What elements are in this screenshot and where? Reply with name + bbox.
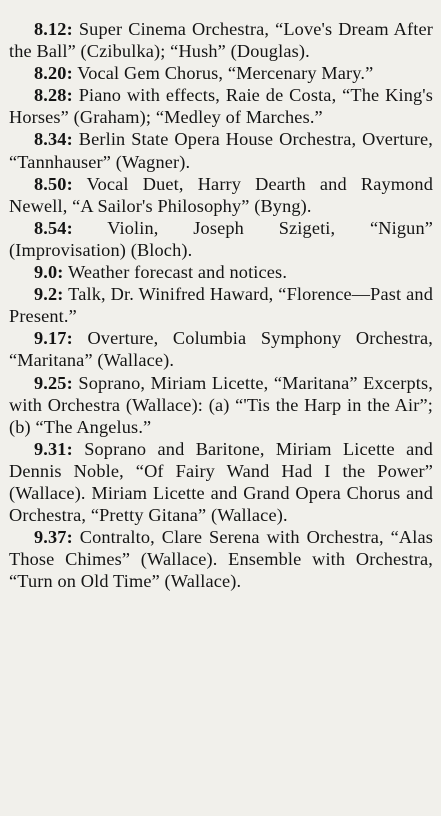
listing-time: 8.20: (34, 63, 73, 84)
listing-time: 9.17: (34, 328, 73, 349)
listing-entry (9, 84, 433, 128)
listing-text: Violin, Joseph Szigeti, “Nigun” (Improvisation) (Bloch). (9, 217, 434, 260)
listing-entry (9, 62, 433, 84)
listing-entry (9, 261, 433, 283)
listing-time: 8.34: (34, 129, 73, 150)
listing-text: Vocal Duet, Harry Dearth and Raymond Newell, “A Sailor's Philosophy” (Byng). (9, 173, 433, 216)
listing-entry (9, 327, 433, 371)
listing-time: 8.50: (34, 173, 73, 194)
listing-entry (9, 526, 433, 592)
listing-time: 8.12: (34, 19, 73, 39)
listing-entry (9, 18, 433, 62)
listing-entry (9, 128, 433, 172)
listing-text: Soprano and Baritone, Miriam Licette and Dennis Noble, “Of Fairy Wand Had I the Power” (Wallace). Miriam Licette and Grand Opera Chorus and Orchestra, “Pretty Gitana” (Wallace). (9, 438, 433, 526)
listing-entry (9, 438, 433, 526)
listing-time: 9.2: (34, 284, 64, 305)
listing-time: 8.28: (34, 85, 73, 106)
listing-entry (9, 217, 433, 261)
listing-text: Berlin State Opera House Orchestra, Overture, “Tannhauser” (Wagner). (9, 129, 433, 172)
listing-text: Soprano, Miriam Licette, “Maritana” Excerpts, with Orchestra (Wallace): (a) “'Tis the Harp in the Air”; (b) “The Angelus.” (9, 372, 433, 437)
listing-text: Overture, Columbia Symphony Orchestra, “Maritana” (Wallace). (9, 328, 433, 371)
listing-text: Vocal Gem Chorus, “Mercenary Mary.” (77, 63, 374, 84)
listing-text: Piano with effects, Raie de Costa, “The King's Horses” (Graham); “Medley of Marches.” (9, 85, 433, 128)
listing-text: Talk, Dr. Winifred Haward, “Florence—Past and Present.” (9, 284, 434, 327)
listing-text: Weather forecast and notices. (67, 262, 288, 283)
listing-text: Super Cinema Orchestra, “Love's Dream After the Ball” (Czibulka); “Hush” (Douglas). (9, 19, 433, 62)
listing-time: 8.54: (34, 217, 73, 238)
listing-text: Contralto, Clare Serena with Orchestra, “Alas Those Chimes” (Wallace). Ensemble with Orchestra, “Turn on Old Time” (Wallace). (9, 527, 433, 592)
listing-time: 9.25: (34, 372, 73, 393)
listing-time: 9.0: (34, 262, 64, 283)
listing-entry (9, 372, 433, 438)
listing-entry (9, 283, 433, 327)
listing-time: 9.31: (34, 438, 73, 459)
listing-time: 9.37: (34, 527, 73, 548)
listing-entry (9, 173, 433, 217)
